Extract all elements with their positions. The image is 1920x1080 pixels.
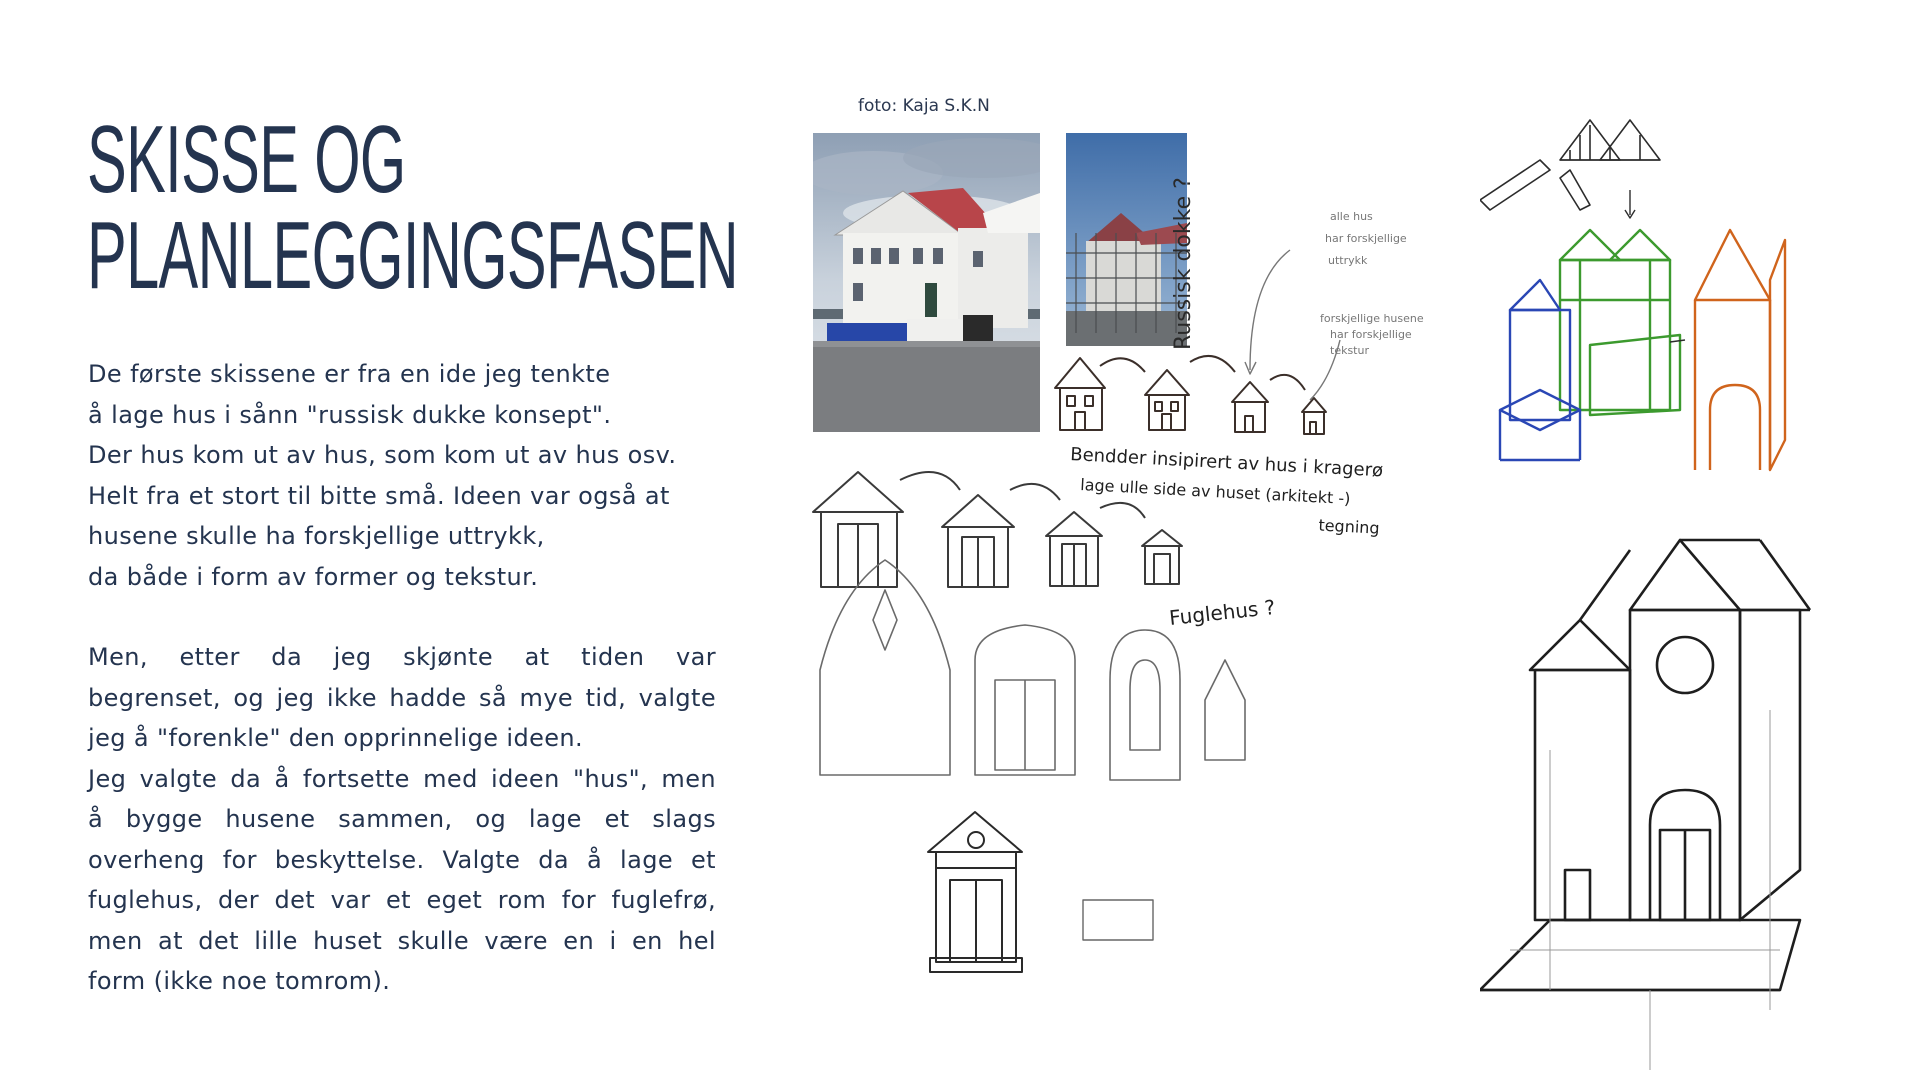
note-a [1325,210,1410,267]
final-birdhouse-drawing [1480,540,1810,990]
small-house-sketch [928,812,1022,972]
photo-credit: foto: Kaja S.K.N [858,96,990,116]
p1-line: Helt fra et stort til bitte små. Ideen var også at [88,481,670,510]
p2-line: men at det lille huset skulle være en i en hel [88,926,716,955]
p2-line: overheng for beskyttelse. Valgte da å lage et [88,845,716,874]
p2-line: begrenset, og jeg ikke hadde så mye tid, valgte [88,683,716,712]
note-a-line3: uttrykk [1328,254,1368,267]
note-d-line1: lage ulle side av huset (arkitekt -) [1079,475,1351,509]
box-sketch [1083,900,1153,940]
note-c: Bendder insipirert av hus i kragerø [1069,444,1384,482]
house-row-1 [1055,356,1326,434]
p2-line: form (ikke noe tomrom). [88,967,391,995]
note-b-line1: forskjellige husene [1320,312,1424,325]
note-b [1320,312,1427,357]
title-line-1: SKISSE OG [87,106,406,213]
orange-wireframe [1695,230,1785,470]
door-sketch-row [820,560,1245,780]
p1-line: Der hus kom ut av hus, som kom ut av hus osv. [88,441,677,469]
paragraph-1 [88,354,716,597]
body-text [88,354,716,1002]
note-b-line2: har forskjellige [1330,328,1412,341]
page-title [87,106,739,309]
p1-line: da både i form av former og tekstur. [88,562,539,591]
note-d [1078,475,1381,538]
note-russisk: Russisk dokke ? [1171,177,1196,350]
p1-line: husene skulle ha forskjellige uttrykk, [88,522,545,550]
p2-line: Jeg valgte da å fortsette med ideen "hus", men [88,764,716,793]
blue-wireframe [1500,280,1580,460]
p1-line: å lage hus i sånn "russisk dukke konsept". [88,400,612,429]
paragraph-2 [88,637,716,1002]
note-a-line2: har forskjellige [1325,232,1407,245]
p1-line: De første skissene er fra en ide jeg tenkte [88,360,611,388]
note-d-line2: tegning [1317,515,1381,538]
green-wireframe [1560,230,1680,415]
note-a-line1: alle hus [1330,210,1373,223]
p2-line: å bygge husene sammen, og lage et slags [88,805,716,833]
birdhouse-design-sketches [1480,110,1900,1070]
p2-line: Men, etter da jeg skjønte at tiden var [88,643,716,671]
note-b-line3: tekstur [1330,344,1369,357]
title-line-2: PLANLEGGINGSFASEN [87,202,739,309]
p2-line: fuglehus, der det var et eget rom for fuglefrø, [88,886,716,914]
concept-sketches [800,140,1460,1040]
note-fuglehus: Fuglehus ? [1168,594,1277,630]
roof-wireframe [1480,120,1660,210]
p2-line: jeg å "forenkle" den opprinnelige ideen. [88,724,584,752]
